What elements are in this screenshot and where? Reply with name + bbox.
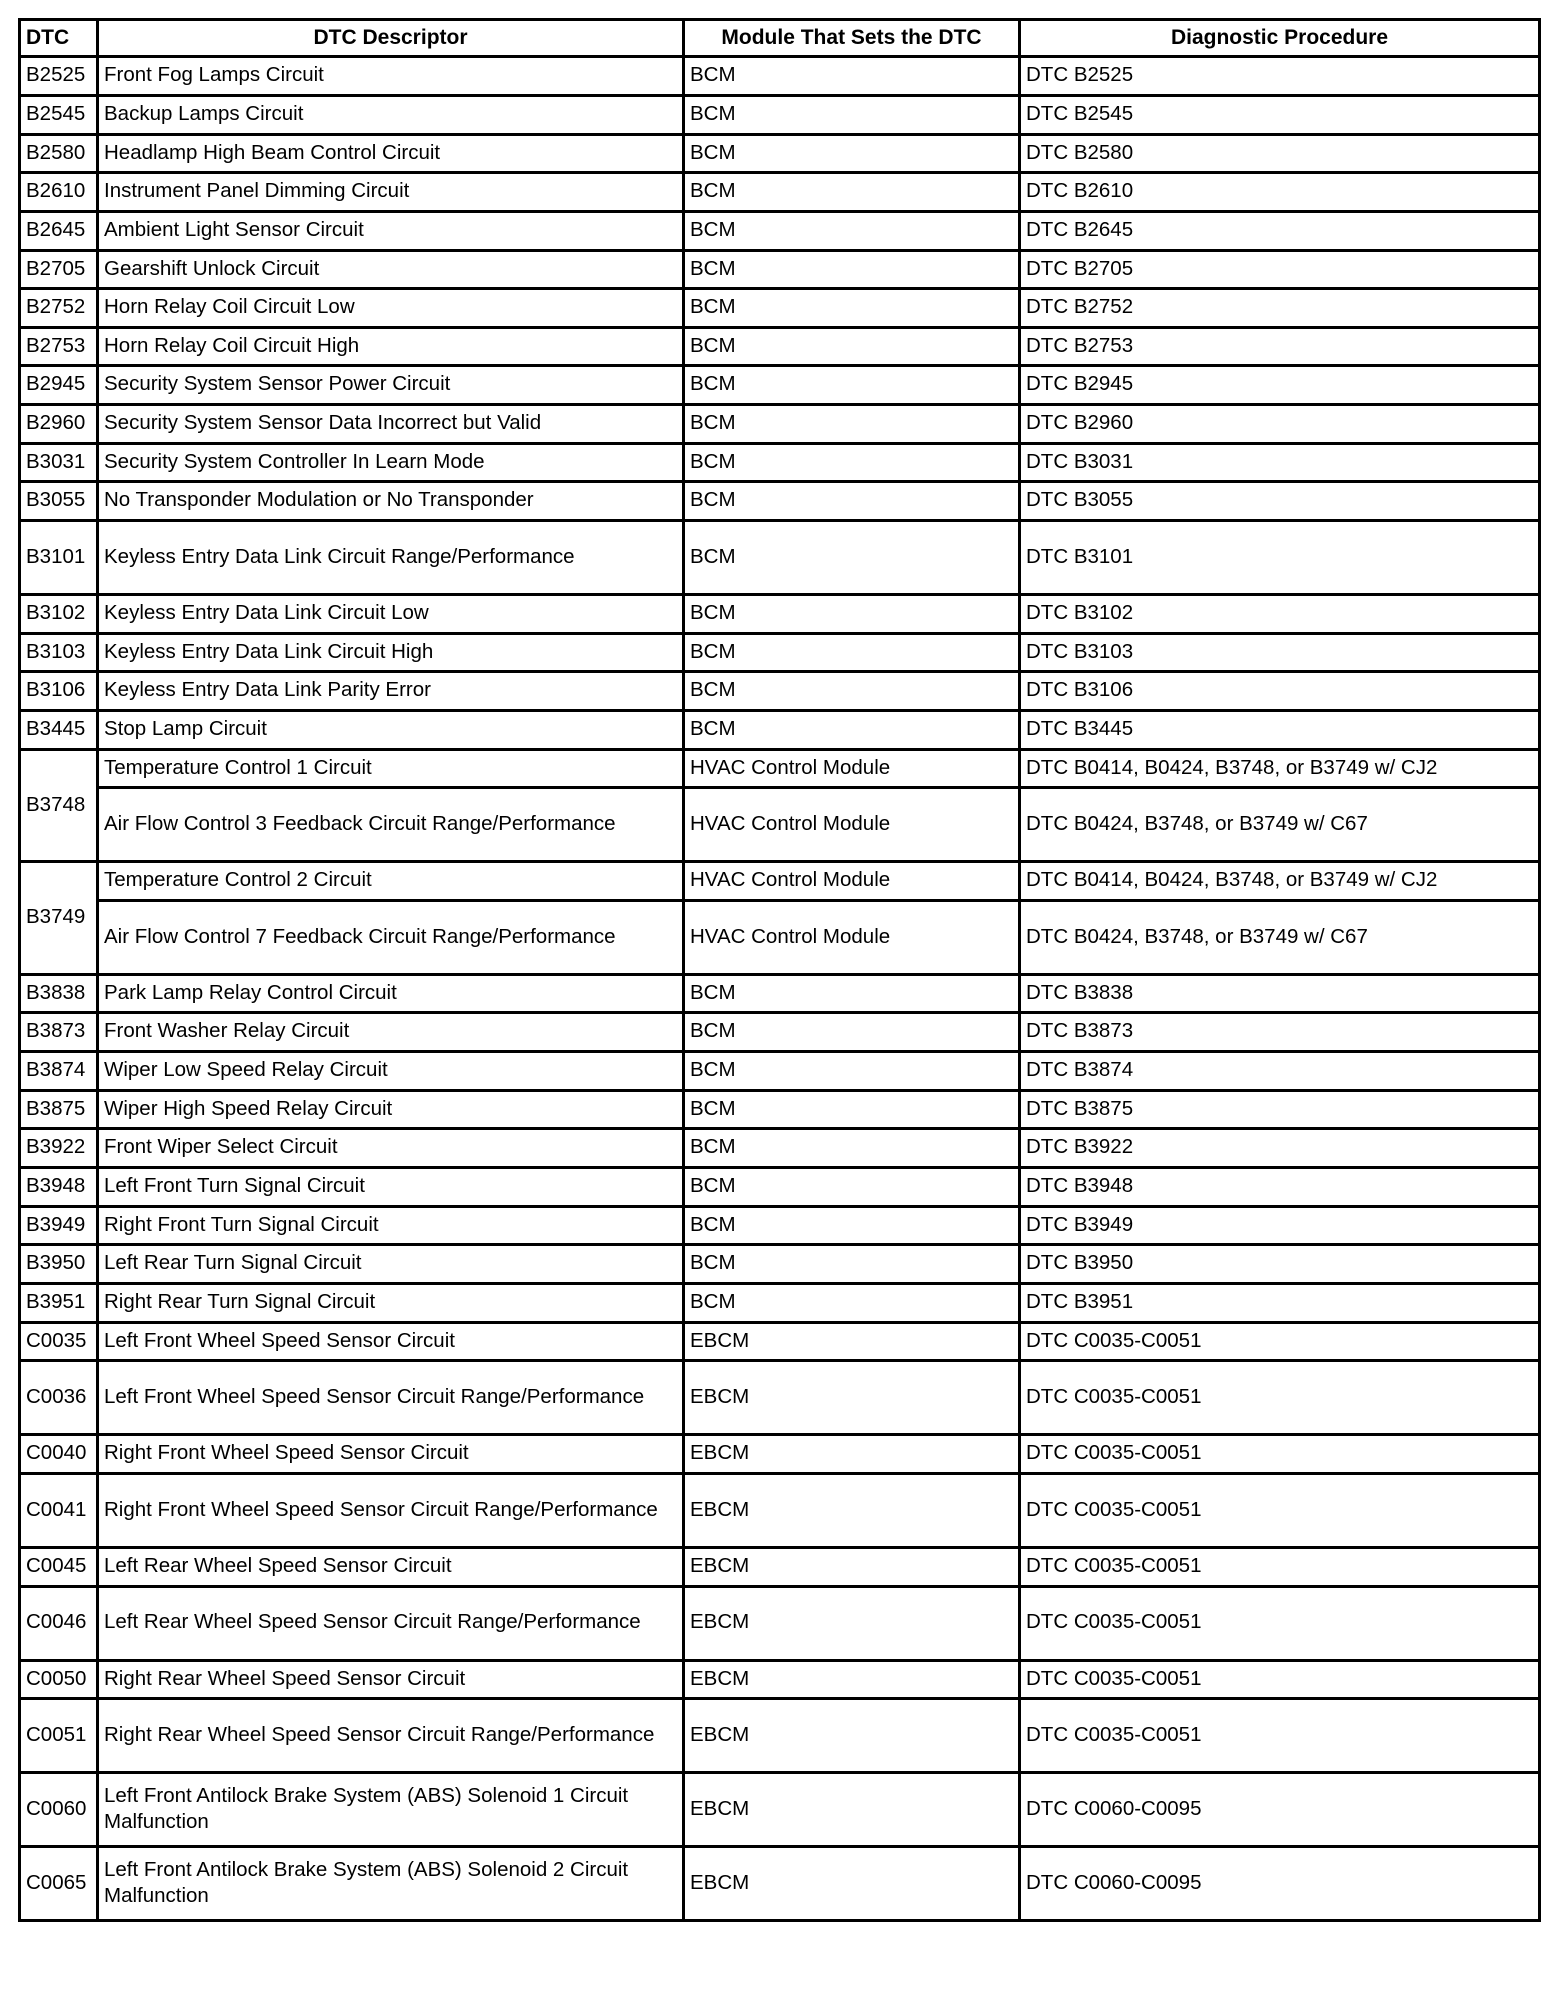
table-row [20,250,1540,289]
cell-diagnostic-procedure: DTC B3922 [1020,1129,1540,1168]
cell-diagnostic-procedure: DTC B3950 [1020,1245,1540,1284]
cell-module: EBCM [684,1660,1020,1699]
cell-module: BCM [684,633,1020,672]
cell-module: BCM [684,443,1020,482]
cell-diagnostic-procedure: DTC B0414, B0424, B3748, or B3749 w/ CJ2 [1020,749,1540,788]
table-row [20,1361,1540,1435]
cell-dtc-descriptor: Right Rear Wheel Speed Sensor Circuit Range/Performance [98,1699,684,1773]
cell-dtc-descriptor: Horn Relay Coil Circuit Low [98,289,684,328]
table-row [20,1473,1540,1547]
cell-dtc-code: B3031 [20,443,98,482]
table-row [20,1245,1540,1284]
table-row [20,57,1540,96]
column-header-dtc: DTC [20,20,98,57]
table-row [20,788,1540,862]
cell-diagnostic-procedure: DTC B0424, B3748, or B3749 w/ C67 [1020,788,1540,862]
cell-dtc-descriptor: Air Flow Control 7 Feedback Circuit Range/Performance [98,900,684,974]
cell-diagnostic-procedure: DTC B2580 [1020,134,1540,173]
cell-dtc-descriptor: Right Front Turn Signal Circuit [98,1206,684,1245]
cell-dtc-code: C0040 [20,1435,98,1474]
cell-dtc-code: B3101 [20,520,98,594]
cell-module: BCM [684,57,1020,96]
cell-diagnostic-procedure: DTC B3873 [1020,1013,1540,1052]
cell-module: BCM [684,134,1020,173]
cell-dtc-descriptor: Keyless Entry Data Link Circuit High [98,633,684,672]
table-row [20,366,1540,405]
cell-dtc-code: B3875 [20,1090,98,1129]
cell-dtc-descriptor: Left Rear Turn Signal Circuit [98,1245,684,1284]
cell-diagnostic-procedure: DTC B3874 [1020,1052,1540,1091]
cell-dtc-descriptor: Headlamp High Beam Control Circuit [98,134,684,173]
cell-diagnostic-procedure: DTC B0414, B0424, B3748, or B3749 w/ CJ2 [1020,862,1540,901]
cell-module: HVAC Control Module [684,749,1020,788]
cell-diagnostic-procedure: DTC C0035-C0051 [1020,1361,1540,1435]
column-header-procedure: Diagnostic Procedure [1020,20,1540,57]
cell-diagnostic-procedure: DTC B2610 [1020,173,1540,212]
cell-dtc-descriptor: Left Front Wheel Speed Sensor Circuit Range/Performance [98,1361,684,1435]
cell-dtc-descriptor: Left Rear Wheel Speed Sensor Circuit Range/Performance [98,1586,684,1660]
table-row [20,327,1540,366]
cell-diagnostic-procedure: DTC B2545 [1020,95,1540,134]
cell-dtc-code: C0065 [20,1847,98,1921]
cell-diagnostic-procedure: DTC B2525 [1020,57,1540,96]
cell-dtc-code: B3873 [20,1013,98,1052]
cell-diagnostic-procedure: DTC B3948 [1020,1168,1540,1207]
cell-dtc-code: B2945 [20,366,98,405]
cell-dtc-code: B3055 [20,482,98,521]
cell-dtc-code: B3949 [20,1206,98,1245]
cell-module: BCM [684,1090,1020,1129]
cell-dtc-code: B3950 [20,1245,98,1284]
cell-module: BCM [684,1129,1020,1168]
cell-diagnostic-procedure: DTC B3101 [1020,520,1540,594]
cell-module: EBCM [684,1699,1020,1773]
cell-module: EBCM [684,1473,1020,1547]
cell-diagnostic-procedure: DTC C0060-C0095 [1020,1773,1540,1847]
cell-dtc-descriptor: Left Front Turn Signal Circuit [98,1168,684,1207]
cell-dtc-descriptor: Temperature Control 1 Circuit [98,749,684,788]
column-header-descriptor: DTC Descriptor [98,20,684,57]
cell-module: BCM [684,1168,1020,1207]
cell-module: BCM [684,1206,1020,1245]
table-row [20,405,1540,444]
cell-dtc-descriptor: Left Front Antilock Brake System (ABS) Solenoid 1 Circuit Malfunction [98,1773,684,1847]
table-row [20,1206,1540,1245]
cell-dtc-descriptor: Keyless Entry Data Link Parity Error [98,672,684,711]
cell-module: BCM [684,289,1020,328]
cell-dtc-code: B2645 [20,211,98,250]
cell-dtc-descriptor: Left Rear Wheel Speed Sensor Circuit [98,1547,684,1586]
cell-dtc-descriptor: Right Front Wheel Speed Sensor Circuit [98,1435,684,1474]
cell-dtc-code: B3874 [20,1052,98,1091]
cell-dtc-descriptor: Ambient Light Sensor Circuit [98,211,684,250]
cell-diagnostic-procedure: DTC C0035-C0051 [1020,1473,1540,1547]
cell-dtc-code: C0046 [20,1586,98,1660]
cell-dtc-descriptor: Right Rear Turn Signal Circuit [98,1283,684,1322]
cell-module: EBCM [684,1586,1020,1660]
cell-dtc-descriptor: Park Lamp Relay Control Circuit [98,974,684,1013]
cell-dtc-code: B3749 [20,862,98,975]
table-row [20,95,1540,134]
cell-diagnostic-procedure: DTC C0060-C0095 [1020,1847,1540,1921]
cell-dtc-code: B3748 [20,749,98,862]
cell-module: BCM [684,1283,1020,1322]
cell-diagnostic-procedure: DTC B3103 [1020,633,1540,672]
cell-module: BCM [684,211,1020,250]
cell-dtc-descriptor: Air Flow Control 3 Feedback Circuit Range/Performance [98,788,684,862]
cell-dtc-code: C0045 [20,1547,98,1586]
cell-module: EBCM [684,1361,1020,1435]
cell-diagnostic-procedure: DTC B2960 [1020,405,1540,444]
table-row [20,443,1540,482]
table-row [20,749,1540,788]
cell-dtc-code: B2960 [20,405,98,444]
cell-dtc-descriptor: Gearshift Unlock Circuit [98,250,684,289]
cell-dtc-code: B2580 [20,134,98,173]
cell-module: EBCM [684,1773,1020,1847]
cell-module: BCM [684,95,1020,134]
cell-dtc-code: B2610 [20,173,98,212]
cell-diagnostic-procedure: DTC B2945 [1020,366,1540,405]
cell-diagnostic-procedure: DTC B2752 [1020,289,1540,328]
cell-module: BCM [684,1052,1020,1091]
cell-dtc-descriptor: Left Front Antilock Brake System (ABS) Solenoid 2 Circuit Malfunction [98,1847,684,1921]
cell-dtc-descriptor: Keyless Entry Data Link Circuit Low [98,594,684,633]
cell-diagnostic-procedure: DTC C0035-C0051 [1020,1435,1540,1474]
cell-diagnostic-procedure: DTC B3031 [1020,443,1540,482]
cell-dtc-descriptor: Wiper Low Speed Relay Circuit [98,1052,684,1091]
cell-diagnostic-procedure: DTC C0035-C0051 [1020,1322,1540,1361]
cell-dtc-descriptor: Keyless Entry Data Link Circuit Range/Performance [98,520,684,594]
cell-module: BCM [684,1245,1020,1284]
cell-module: BCM [684,672,1020,711]
table-row [20,211,1540,250]
cell-dtc-code: B3106 [20,672,98,711]
cell-diagnostic-procedure: DTC C0035-C0051 [1020,1547,1540,1586]
cell-module: BCM [684,482,1020,521]
table-row [20,1586,1540,1660]
table-row [20,134,1540,173]
table-row [20,1283,1540,1322]
cell-dtc-descriptor: No Transponder Modulation or No Transponder [98,482,684,521]
cell-module: HVAC Control Module [684,862,1020,901]
cell-diagnostic-procedure: DTC B3055 [1020,482,1540,521]
cell-module: BCM [684,594,1020,633]
cell-dtc-code: B2525 [20,57,98,96]
cell-module: BCM [684,366,1020,405]
table-row [20,862,1540,901]
cell-module: BCM [684,710,1020,749]
table-row [20,1322,1540,1361]
table-row [20,1090,1540,1129]
cell-dtc-code: B3922 [20,1129,98,1168]
cell-dtc-descriptor: Security System Controller In Learn Mode [98,443,684,482]
cell-dtc-descriptor: Front Washer Relay Circuit [98,1013,684,1052]
cell-dtc-code: C0035 [20,1322,98,1361]
cell-dtc-code: B2753 [20,327,98,366]
cell-dtc-descriptor: Right Rear Wheel Speed Sensor Circuit [98,1660,684,1699]
table-row [20,974,1540,1013]
table-row [20,1129,1540,1168]
cell-module: HVAC Control Module [684,900,1020,974]
table-body [20,57,1540,1921]
cell-dtc-descriptor: Right Front Wheel Speed Sensor Circuit Range/Performance [98,1473,684,1547]
cell-dtc-descriptor: Horn Relay Coil Circuit High [98,327,684,366]
cell-dtc-code: C0050 [20,1660,98,1699]
table-row [20,1435,1540,1474]
cell-dtc-descriptor: Security System Sensor Power Circuit [98,366,684,405]
cell-diagnostic-procedure: DTC B2705 [1020,250,1540,289]
table-row [20,289,1540,328]
table-row [20,482,1540,521]
cell-diagnostic-procedure: DTC C0035-C0051 [1020,1699,1540,1773]
cell-dtc-code: B3948 [20,1168,98,1207]
cell-module: EBCM [684,1435,1020,1474]
table-row [20,1052,1540,1091]
cell-dtc-code: C0060 [20,1773,98,1847]
cell-module: BCM [684,250,1020,289]
dtc-table [18,18,1541,1922]
cell-diagnostic-procedure: DTC B2753 [1020,327,1540,366]
table-row [20,1013,1540,1052]
cell-dtc-descriptor: Left Front Wheel Speed Sensor Circuit [98,1322,684,1361]
cell-dtc-descriptor: Backup Lamps Circuit [98,95,684,134]
cell-module: BCM [684,1013,1020,1052]
cell-dtc-descriptor: Stop Lamp Circuit [98,710,684,749]
cell-dtc-code: B3103 [20,633,98,672]
cell-dtc-descriptor: Front Wiper Select Circuit [98,1129,684,1168]
cell-diagnostic-procedure: DTC C0035-C0051 [1020,1660,1540,1699]
header-row [20,20,1540,57]
cell-diagnostic-procedure: DTC B2645 [1020,211,1540,250]
cell-module: BCM [684,520,1020,594]
cell-module: EBCM [684,1322,1020,1361]
cell-module: BCM [684,405,1020,444]
table-row [20,1847,1540,1921]
cell-dtc-descriptor: Instrument Panel Dimming Circuit [98,173,684,212]
cell-module: BCM [684,173,1020,212]
cell-diagnostic-procedure: DTC B3949 [1020,1206,1540,1245]
cell-dtc-descriptor: Front Fog Lamps Circuit [98,57,684,96]
table-row [20,672,1540,711]
cell-dtc-code: B3102 [20,594,98,633]
cell-dtc-descriptor: Wiper High Speed Relay Circuit [98,1090,684,1129]
cell-diagnostic-procedure: DTC B3102 [1020,594,1540,633]
cell-diagnostic-procedure: DTC C0035-C0051 [1020,1586,1540,1660]
table-row [20,1168,1540,1207]
cell-diagnostic-procedure: DTC B3106 [1020,672,1540,711]
cell-module: HVAC Control Module [684,788,1020,862]
cell-dtc-code: B3951 [20,1283,98,1322]
cell-dtc-code: C0051 [20,1699,98,1773]
cell-diagnostic-procedure: DTC B3875 [1020,1090,1540,1129]
table-row [20,1773,1540,1847]
table-row [20,1660,1540,1699]
table-header [20,20,1540,57]
cell-module: EBCM [684,1547,1020,1586]
table-row [20,633,1540,672]
cell-module: BCM [684,974,1020,1013]
cell-diagnostic-procedure: DTC B3838 [1020,974,1540,1013]
cell-dtc-descriptor: Security System Sensor Data Incorrect but Valid [98,405,684,444]
table-row [20,710,1540,749]
table-row [20,1699,1540,1773]
cell-dtc-code: B3445 [20,710,98,749]
cell-diagnostic-procedure: DTC B3951 [1020,1283,1540,1322]
table-row [20,520,1540,594]
table-row [20,173,1540,212]
cell-dtc-code: B2545 [20,95,98,134]
cell-module: EBCM [684,1847,1020,1921]
cell-diagnostic-procedure: DTC B3445 [1020,710,1540,749]
cell-dtc-code: B3838 [20,974,98,1013]
table-row [20,594,1540,633]
cell-dtc-code: C0036 [20,1361,98,1435]
table-row [20,900,1540,974]
cell-diagnostic-procedure: DTC B0424, B3748, or B3749 w/ C67 [1020,900,1540,974]
column-header-module: Module That Sets the DTC [684,20,1020,57]
cell-module: BCM [684,327,1020,366]
cell-dtc-code: B2705 [20,250,98,289]
table-row [20,1547,1540,1586]
cell-dtc-descriptor: Temperature Control 2 Circuit [98,862,684,901]
cell-dtc-code: C0041 [20,1473,98,1547]
cell-dtc-code: B2752 [20,289,98,328]
